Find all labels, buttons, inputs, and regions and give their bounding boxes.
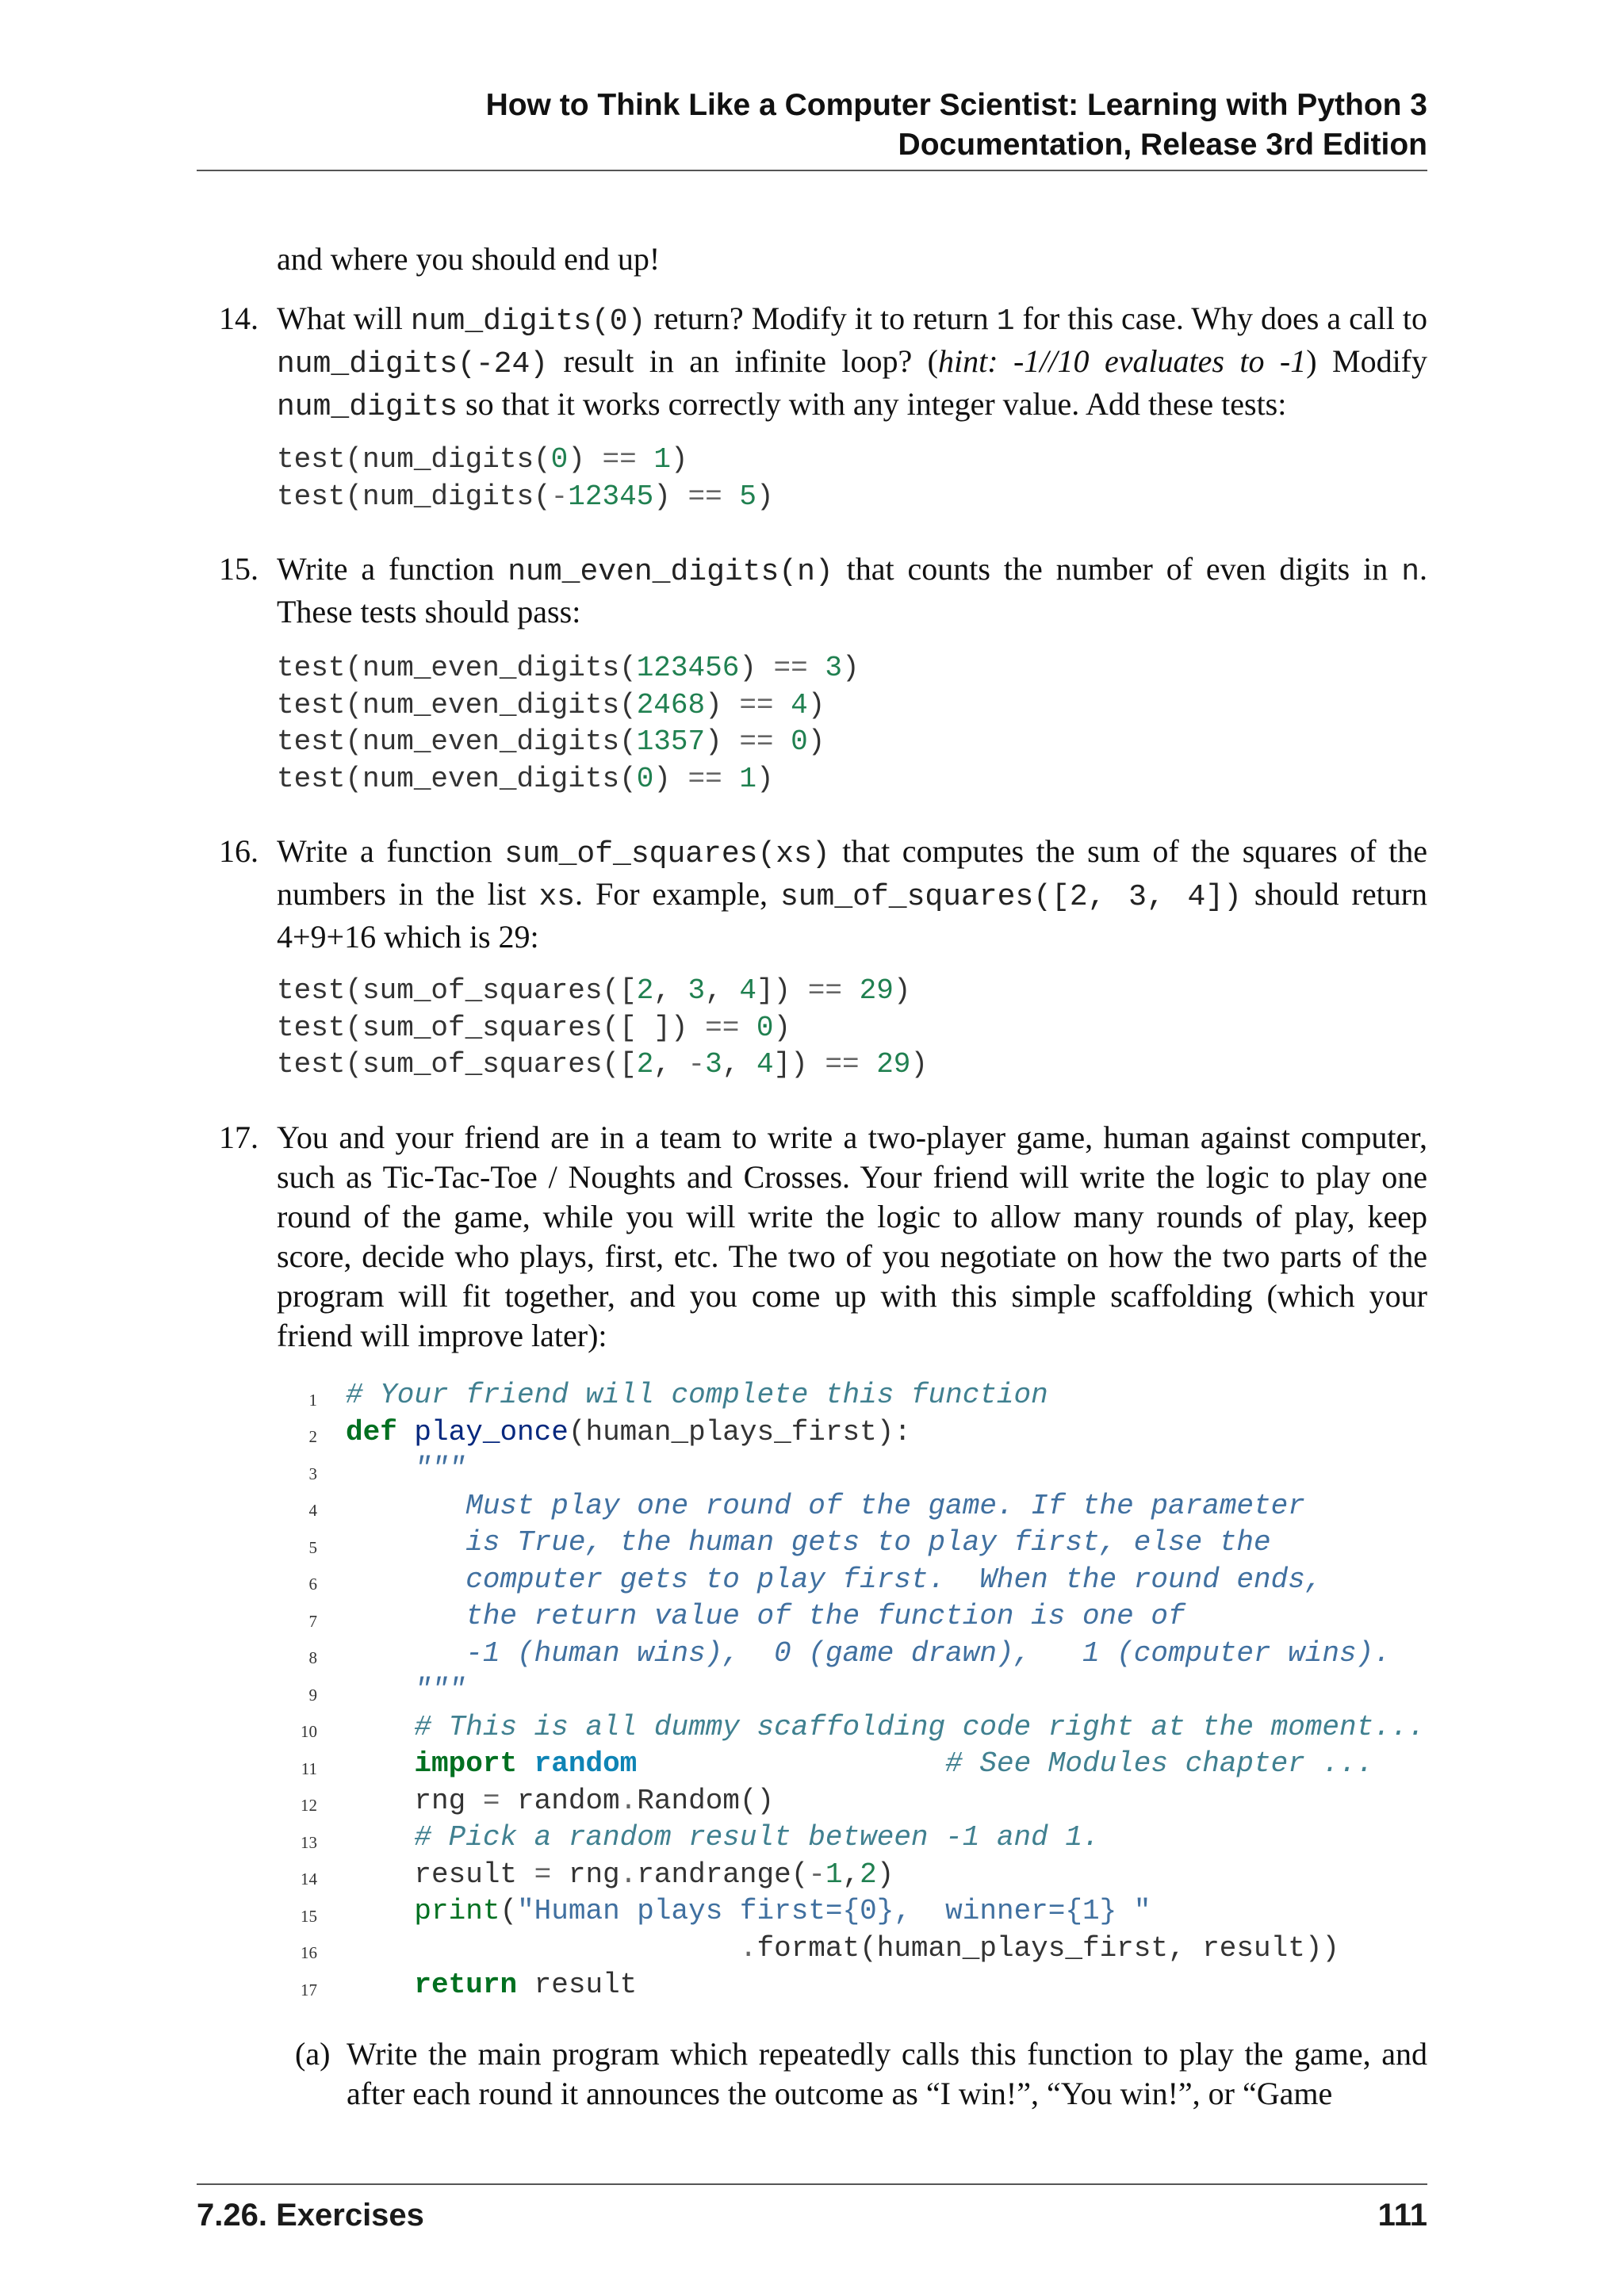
exercise-15-number: 15. [219,551,259,587]
exercise-16-text: Write a function sum_of_squares(xs) that computes the sum of the squares of the numbers in the list xs. For example, sum_of_squares([2, 3, 4]) should return 4+9+16 which is 29: [277,833,1428,955]
line-number: 5 [308,1538,317,1557]
exercise-15-text: Write a function num_even_digits(n) that counts the number of even digits in n. These tests should pass: [277,551,1427,629]
exercise-15-code-block [277,650,860,798]
code-line: print("Human plays first={0}, winner={1} " [414,1895,1151,1927]
line-number: 17 [301,1980,317,1999]
exercise-17-number: 17. [219,1119,259,1155]
code-line: Must play one round of the game. If the parameter [346,1489,1305,1522]
intro-text: and where you should end up! [277,241,661,277]
subitem-a-label: (a) [295,2036,331,2072]
code-line: test(num_digits(-12345) == 5) [277,480,774,513]
code-line: .format(human_plays_first, result)) [739,1931,1340,1965]
code-line: the return value of the function is one of [346,1600,1185,1632]
exercise-16-number: 16. [219,833,259,869]
inline-code: sum_of_squares(xs) [504,837,830,871]
line-number: 10 [301,1722,317,1741]
running-header [197,86,1427,165]
code-line: -1 (human wins), 0 (game drawn), 1 (computer wins). [346,1636,1391,1670]
code-line: computer gets to play first. When the round ends, [346,1563,1323,1596]
header-title-line-1: How to Think Like a Computer Scientist: Learning with Python 3 [485,88,1427,122]
code-line: test(num_even_digits(0) == 1) [277,762,774,795]
subitem-a-text: Write the main program which repeatedly calls this function to play the game, and after each round it announces the outcome as “I win!”, “You win!”, or “Game [347,2036,1427,2111]
inline-code: num_even_digits(n) [508,555,833,589]
line-number: 7 [308,1612,317,1631]
page-number: 111 [1377,2198,1427,2233]
code-line: test(num_even_digits(1357) == 0) [277,725,825,758]
code-line: test(sum_of_squares([ ]) == 0) [277,1011,791,1044]
exercise-14-number: 14. [219,300,259,336]
line-number: 6 [308,1575,317,1594]
code-line: return result [414,1969,638,2001]
line-number: 16 [301,1943,317,1962]
code-line: test(num_even_digits(2468) == 4) [277,688,825,721]
code-line: """ [414,1452,466,1485]
inline-code: num_digits(-24) [277,347,549,381]
code-line: # Pick a random result between -1 and 1. [414,1821,1100,1854]
footer-section-title: 7.26. Exercises [197,2198,424,2233]
code-line: # This is all dummy scaffolding code right at the moment... [414,1710,1426,1743]
line-number: 1 [308,1391,317,1410]
code-line: test(sum_of_squares([2, 3, 4]) == 29) [277,974,911,1007]
header-divider [197,170,1427,171]
line-number: 8 [308,1648,317,1667]
inline-code: 1 [996,304,1015,339]
line-number: 4 [308,1501,317,1520]
line-number: 3 [308,1464,317,1483]
code-line: def play_once(human_plays_first): [346,1415,911,1448]
hint-text: hint: -1//10 evaluates to -1 [938,343,1307,379]
inline-code: num_digits(0) [410,304,646,339]
header-title-line-2: Documentation, Release 3rd Edition [898,128,1427,162]
code-line: is True, the human gets to play first, else the [346,1526,1271,1559]
scaffolding-code-block [346,1377,1425,2004]
line-number: 13 [301,1833,317,1852]
inline-code: n [1401,555,1419,589]
code-line: import random # See Modules chapter ... [414,1747,1374,1780]
exercise-17-text: You and your friend are in a team to write a two-player game, human against computer, such as Tic-Tac-Toe / Noughts and Crosses. Your friend will write the logic to play one round of the game, while you will write the logic to allow many rounds of play, keep score, decide who plays, first, etc. The two of you negotiate on how the two parts of the program will fit together, and you come up with this simple scaffolding (which your friend will improve later): [277,1119,1427,1353]
inline-code: num_digits [277,390,458,424]
code-line: rng = random.Random() [346,1784,775,1817]
code-line: test(sum_of_squares([2, -3, 4]) == 29) [277,1048,929,1081]
inline-code: sum_of_squares([2, 3, 4]) [779,880,1242,914]
line-number: 9 [308,1686,317,1705]
code-line: result = rng.randrange(-1,2) [346,1858,894,1891]
line-number: 15 [301,1907,317,1926]
footer-divider [197,2183,1427,2185]
exercise-14-text: What will num_digits(0) return? Modify it to return 1 for this case. Why does a call to num_digits(-24) result in an infinite loop? (hint: -1//10 evaluates to -1) Modify num_digits so that it works correctly with any integer value. Add these tests: [277,300,1428,424]
exercise-14-code-block [277,442,774,515]
code-line: test(num_digits(0) == 1) [277,443,688,476]
inline-code: xs [538,880,576,914]
code-line: """ [346,1674,466,1706]
exercise-16-code-block [277,973,928,1084]
line-number: 14 [301,1869,317,1888]
line-number: 12 [301,1796,317,1815]
line-number: 2 [308,1427,317,1446]
code-line: test(num_even_digits(123456) == 3) [277,652,860,684]
line-number: 11 [301,1759,317,1778]
code-line: # Your friend will complete this function [346,1379,1048,1411]
